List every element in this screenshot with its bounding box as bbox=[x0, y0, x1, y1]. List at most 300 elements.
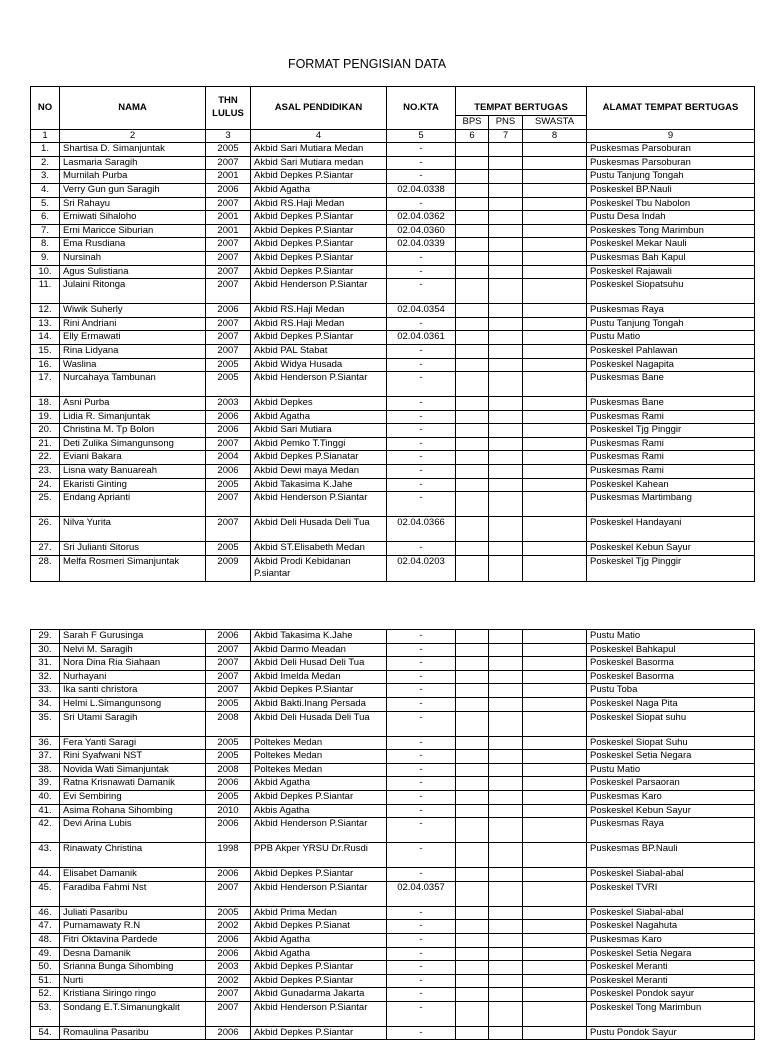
row-number: 50. bbox=[31, 961, 60, 975]
row-bps bbox=[456, 304, 489, 318]
table-row bbox=[31, 437, 755, 451]
row-swasta bbox=[523, 961, 587, 975]
header-nama: NAMA bbox=[60, 87, 206, 130]
row-bps bbox=[456, 424, 489, 438]
row-swasta bbox=[523, 279, 587, 304]
row-nama: Agus Sulistiana bbox=[60, 265, 206, 279]
table-row bbox=[31, 643, 755, 657]
row-alamat: Puskesmas Bane bbox=[587, 397, 755, 411]
table-row bbox=[31, 947, 755, 961]
row-no-kta: 02.04.0339 bbox=[387, 238, 456, 252]
row-alamat: Poskeskel Pahlawan bbox=[587, 344, 755, 358]
row-swasta bbox=[523, 437, 587, 451]
table-row bbox=[31, 750, 755, 764]
table-row bbox=[31, 804, 755, 818]
row-thn-lulus: 2005 bbox=[206, 697, 251, 711]
table-row bbox=[31, 424, 755, 438]
row-swasta bbox=[523, 988, 587, 1002]
row-nama: Srianna Bunga Sihombing bbox=[60, 961, 206, 975]
row-no-kta: - bbox=[387, 265, 456, 279]
row-swasta bbox=[523, 697, 587, 711]
row-thn-lulus: 2007 bbox=[206, 317, 251, 331]
row-bps bbox=[456, 372, 489, 397]
table-row bbox=[31, 331, 755, 345]
row-alamat: Poskeskel TVRI bbox=[587, 881, 755, 906]
row-thn-lulus: 2007 bbox=[206, 331, 251, 345]
row-pns bbox=[489, 251, 523, 265]
row-pns bbox=[489, 988, 523, 1002]
row-nama: Asima Rohana Sihombing bbox=[60, 804, 206, 818]
row-pns bbox=[489, 170, 523, 184]
row-no-kta: - bbox=[387, 750, 456, 764]
row-swasta bbox=[523, 372, 587, 397]
row-pns bbox=[489, 804, 523, 818]
header-swasta: SWASTA bbox=[523, 116, 587, 130]
row-swasta bbox=[523, 868, 587, 882]
row-swasta bbox=[523, 465, 587, 479]
row-number: 6. bbox=[31, 211, 60, 225]
row-number: 48. bbox=[31, 933, 60, 947]
column-number: 3 bbox=[206, 129, 251, 143]
row-alamat: Poskeskel Siabal-abal bbox=[587, 868, 755, 882]
row-nama: Rinawaty Christina bbox=[60, 843, 206, 868]
row-swasta bbox=[523, 183, 587, 197]
row-number: 51. bbox=[31, 974, 60, 988]
row-number: 45. bbox=[31, 881, 60, 906]
row-number: 36. bbox=[31, 736, 60, 750]
row-no-kta: - bbox=[387, 197, 456, 211]
row-thn-lulus: 2005 bbox=[206, 906, 251, 920]
row-no-kta: 02.04.0354 bbox=[387, 304, 456, 318]
row-asal-pendidikan: Akbid Agatha bbox=[251, 410, 387, 424]
row-thn-lulus: 2005 bbox=[206, 372, 251, 397]
row-alamat: Puskesmas Parsoburan bbox=[587, 156, 755, 170]
row-pns bbox=[489, 843, 523, 868]
row-number: 17. bbox=[31, 372, 60, 397]
table-row bbox=[31, 790, 755, 804]
row-nama: Lidia R. Simanjuntak bbox=[60, 410, 206, 424]
row-asal-pendidikan: Poltekes Medan bbox=[251, 763, 387, 777]
row-swasta bbox=[523, 947, 587, 961]
header-asal-pendidikan: ASAL PENDIDIKAN bbox=[251, 87, 387, 130]
row-number: 22. bbox=[31, 451, 60, 465]
row-number: 33. bbox=[31, 684, 60, 698]
row-asal-pendidikan: Poltekes Medan bbox=[251, 736, 387, 750]
row-asal-pendidikan: Akbid Agatha bbox=[251, 183, 387, 197]
row-pns bbox=[489, 143, 523, 157]
row-number: 5. bbox=[31, 197, 60, 211]
row-swasta bbox=[523, 763, 587, 777]
table-row bbox=[31, 224, 755, 238]
row-asal-pendidikan: Akbid Depkes P.Sianatar bbox=[251, 451, 387, 465]
row-no-kta: - bbox=[387, 843, 456, 868]
row-alamat: Poskeskel Pondok sayur bbox=[587, 988, 755, 1002]
row-swasta bbox=[523, 304, 587, 318]
row-asal-pendidikan: Poltekes Medan bbox=[251, 750, 387, 764]
row-swasta bbox=[523, 224, 587, 238]
row-nama: Ratna Krisnawati Damanik bbox=[60, 777, 206, 791]
row-asal-pendidikan: Akbid Depkes P.Siantar bbox=[251, 974, 387, 988]
row-swasta bbox=[523, 451, 587, 465]
row-swasta bbox=[523, 643, 587, 657]
row-pns bbox=[489, 790, 523, 804]
row-asal-pendidikan: Akbid Sari Mutiara medan bbox=[251, 156, 387, 170]
row-no-kta: - bbox=[387, 947, 456, 961]
row-pns bbox=[489, 777, 523, 791]
row-no-kta: 02.04.0366 bbox=[387, 517, 456, 542]
data-table-page-2 bbox=[30, 629, 755, 1040]
table-row bbox=[31, 156, 755, 170]
row-no-kta: - bbox=[387, 358, 456, 372]
row-alamat: Poskeskel Tjg Pinggir bbox=[587, 555, 755, 581]
table-row bbox=[31, 170, 755, 184]
row-alamat: Poskeskel Naga Pita bbox=[587, 697, 755, 711]
row-bps bbox=[456, 465, 489, 479]
row-thn-lulus: 2006 bbox=[206, 424, 251, 438]
row-bps bbox=[456, 197, 489, 211]
row-number: 52. bbox=[31, 988, 60, 1002]
row-swasta bbox=[523, 542, 587, 556]
table-row bbox=[31, 238, 755, 252]
row-no-kta: - bbox=[387, 170, 456, 184]
column-number: 5 bbox=[387, 129, 456, 143]
table-row bbox=[31, 1001, 755, 1026]
row-nama: Nurti bbox=[60, 974, 206, 988]
row-asal-pendidikan: Akbid Depkes P.Siantar bbox=[251, 265, 387, 279]
row-no-kta: - bbox=[387, 933, 456, 947]
row-asal-pendidikan: Akbid Gunadarma Jakarta bbox=[251, 988, 387, 1002]
row-no-kta: - bbox=[387, 1001, 456, 1026]
row-nama: Rina Lidyana bbox=[60, 344, 206, 358]
row-asal-pendidikan: Akbid Dewi maya Medan bbox=[251, 465, 387, 479]
row-no-kta: - bbox=[387, 251, 456, 265]
row-bps bbox=[456, 804, 489, 818]
row-pns bbox=[489, 670, 523, 684]
row-nama: Sri Rahayu bbox=[60, 197, 206, 211]
row-nama: Julaini Ritonga bbox=[60, 279, 206, 304]
table-row bbox=[31, 492, 755, 517]
row-no-kta: - bbox=[387, 410, 456, 424]
row-alamat: Pustu Tanjung Tongah bbox=[587, 317, 755, 331]
row-bps bbox=[456, 170, 489, 184]
row-number: 10. bbox=[31, 265, 60, 279]
row-bps bbox=[456, 397, 489, 411]
row-bps bbox=[456, 881, 489, 906]
row-bps bbox=[456, 331, 489, 345]
row-no-kta: - bbox=[387, 1026, 456, 1040]
table-row bbox=[31, 777, 755, 791]
row-no-kta: 02.04.0361 bbox=[387, 331, 456, 345]
row-no-kta: - bbox=[387, 920, 456, 934]
row-number: 46. bbox=[31, 906, 60, 920]
row-bps bbox=[456, 947, 489, 961]
row-asal-pendidikan: Akbid RS.Haji Medan bbox=[251, 317, 387, 331]
row-alamat: Poskeskel Kahean bbox=[587, 478, 755, 492]
row-nama: Romaulina Pasaribu bbox=[60, 1026, 206, 1040]
table-row bbox=[31, 763, 755, 777]
row-asal-pendidikan: Akbid Darmo Meadan bbox=[251, 643, 387, 657]
row-bps bbox=[456, 517, 489, 542]
row-asal-pendidikan: Akbid Depkes P.Sianat bbox=[251, 920, 387, 934]
column-number: 2 bbox=[60, 129, 206, 143]
row-nama: Devi Arina Lubis bbox=[60, 818, 206, 843]
row-number: 3. bbox=[31, 170, 60, 184]
table-row bbox=[31, 542, 755, 556]
row-nama: Purnamawaty R.N bbox=[60, 920, 206, 934]
row-bps bbox=[456, 437, 489, 451]
row-thn-lulus: 2008 bbox=[206, 711, 251, 736]
row-thn-lulus: 2005 bbox=[206, 750, 251, 764]
row-swasta bbox=[523, 478, 587, 492]
row-number: 1. bbox=[31, 143, 60, 157]
row-number: 14. bbox=[31, 331, 60, 345]
row-number: 8. bbox=[31, 238, 60, 252]
row-no-kta: - bbox=[387, 451, 456, 465]
row-number: 21. bbox=[31, 437, 60, 451]
row-swasta bbox=[523, 156, 587, 170]
column-number: 7 bbox=[489, 129, 523, 143]
row-bps bbox=[456, 790, 489, 804]
row-thn-lulus: 2007 bbox=[206, 492, 251, 517]
row-asal-pendidikan: Akbid Widya Husada bbox=[251, 358, 387, 372]
row-nama: Shartisa D. Simanjuntak bbox=[60, 143, 206, 157]
row-alamat: Poskeskel Kebun Sayur bbox=[587, 542, 755, 556]
row-thn-lulus: 2005 bbox=[206, 790, 251, 804]
table-row bbox=[31, 517, 755, 542]
row-no-kta: - bbox=[387, 344, 456, 358]
header-bps: BPS bbox=[456, 116, 489, 130]
row-pns bbox=[489, 238, 523, 252]
row-number: 42. bbox=[31, 818, 60, 843]
row-thn-lulus: 2006 bbox=[206, 818, 251, 843]
row-alamat: Poskeskel Setia Negara bbox=[587, 947, 755, 961]
row-no-kta: - bbox=[387, 317, 456, 331]
row-nama: Asni Purba bbox=[60, 397, 206, 411]
row-no-kta: 02.04.0203 bbox=[387, 555, 456, 581]
row-no-kta: - bbox=[387, 465, 456, 479]
row-asal-pendidikan: Akbid Depkes P.Siantar bbox=[251, 1026, 387, 1040]
table-row bbox=[31, 697, 755, 711]
table-row bbox=[31, 197, 755, 211]
row-asal-pendidikan: Akbid Deli Husad Deli Tua bbox=[251, 657, 387, 671]
row-swasta bbox=[523, 265, 587, 279]
row-asal-pendidikan: Akbid Henderson P.Siantar bbox=[251, 372, 387, 397]
row-thn-lulus: 1998 bbox=[206, 843, 251, 868]
row-thn-lulus: 2003 bbox=[206, 961, 251, 975]
row-no-kta: 02.04.0362 bbox=[387, 211, 456, 225]
row-nama: Kristiana Siringo ringo bbox=[60, 988, 206, 1002]
row-nama: Sri Utami Saragih bbox=[60, 711, 206, 736]
row-alamat: Pustu Matio bbox=[587, 630, 755, 644]
row-no-kta: - bbox=[387, 684, 456, 698]
row-pns bbox=[489, 933, 523, 947]
row-pns bbox=[489, 358, 523, 372]
row-nama: Elisabet Damanik bbox=[60, 868, 206, 882]
row-nama: Waslina bbox=[60, 358, 206, 372]
row-swasta bbox=[523, 974, 587, 988]
row-asal-pendidikan: Akbid Prodi Kebidanan P.siantar bbox=[251, 555, 387, 581]
row-thn-lulus: 2007 bbox=[206, 238, 251, 252]
row-swasta bbox=[523, 777, 587, 791]
row-swasta bbox=[523, 804, 587, 818]
row-asal-pendidikan: Akbid Depkes P.Siantar bbox=[251, 684, 387, 698]
row-number: 43. bbox=[31, 843, 60, 868]
row-asal-pendidikan: Akbid Depkes P.Siantar bbox=[251, 170, 387, 184]
row-no-kta: - bbox=[387, 790, 456, 804]
row-bps bbox=[456, 211, 489, 225]
row-thn-lulus: 2007 bbox=[206, 437, 251, 451]
row-swasta bbox=[523, 670, 587, 684]
row-no-kta: - bbox=[387, 372, 456, 397]
row-nama: Desna Damanik bbox=[60, 947, 206, 961]
row-nama: Fitri Oktavina Pardede bbox=[60, 933, 206, 947]
row-nama: Lasmaria Saragih bbox=[60, 156, 206, 170]
row-number: 37. bbox=[31, 750, 60, 764]
row-pns bbox=[489, 211, 523, 225]
row-asal-pendidikan: Akbid Depkes P.Siantar bbox=[251, 251, 387, 265]
row-nama: Nurhayani bbox=[60, 670, 206, 684]
row-alamat: Poskeskel Mekar Nauli bbox=[587, 238, 755, 252]
row-pns bbox=[489, 451, 523, 465]
row-alamat: Puskesmas Karo bbox=[587, 790, 755, 804]
table-row bbox=[31, 265, 755, 279]
row-thn-lulus: 2006 bbox=[206, 465, 251, 479]
row-alamat: Puskesmas BP.Nauli bbox=[587, 843, 755, 868]
row-no-kta: - bbox=[387, 542, 456, 556]
row-swasta bbox=[523, 317, 587, 331]
row-alamat: Poskeskel Parsaoran bbox=[587, 777, 755, 791]
row-nama: Juliati Pasaribu bbox=[60, 906, 206, 920]
row-bps bbox=[456, 818, 489, 843]
row-alamat: Poskeskel Tbu Nabolon bbox=[587, 197, 755, 211]
row-thn-lulus: 2007 bbox=[206, 156, 251, 170]
row-asal-pendidikan: Akbid Depkes P.Siantar bbox=[251, 961, 387, 975]
row-swasta bbox=[523, 906, 587, 920]
row-swasta bbox=[523, 397, 587, 411]
row-no-kta: - bbox=[387, 643, 456, 657]
row-pns bbox=[489, 197, 523, 211]
table-row bbox=[31, 478, 755, 492]
row-bps bbox=[456, 777, 489, 791]
row-pns bbox=[489, 224, 523, 238]
row-swasta bbox=[523, 251, 587, 265]
row-pns bbox=[489, 437, 523, 451]
table-row bbox=[31, 988, 755, 1002]
row-no-kta: - bbox=[387, 974, 456, 988]
row-thn-lulus: 2005 bbox=[206, 358, 251, 372]
row-alamat: Poskeskes Tong Marimbun bbox=[587, 224, 755, 238]
row-pns bbox=[489, 465, 523, 479]
row-no-kta: - bbox=[387, 711, 456, 736]
row-thn-lulus: 2007 bbox=[206, 670, 251, 684]
row-asal-pendidikan: Akbid Prima Medan bbox=[251, 906, 387, 920]
row-swasta bbox=[523, 211, 587, 225]
row-nama: Nelvi M. Saragih bbox=[60, 643, 206, 657]
row-no-kta: - bbox=[387, 906, 456, 920]
row-nama: Helmi L.Simangunsong bbox=[60, 697, 206, 711]
table-row bbox=[31, 961, 755, 975]
row-number: 28. bbox=[31, 555, 60, 581]
row-thn-lulus: 2001 bbox=[206, 224, 251, 238]
row-thn-lulus: 2007 bbox=[206, 988, 251, 1002]
row-bps bbox=[456, 183, 489, 197]
row-bps bbox=[456, 843, 489, 868]
row-asal-pendidikan: PPB Akper YRSU Dr.Rusdi bbox=[251, 843, 387, 868]
table-row bbox=[31, 657, 755, 671]
row-thn-lulus: 2001 bbox=[206, 211, 251, 225]
row-number: 18. bbox=[31, 397, 60, 411]
row-number: 41. bbox=[31, 804, 60, 818]
row-bps bbox=[456, 868, 489, 882]
row-bps bbox=[456, 1001, 489, 1026]
row-no-kta: - bbox=[387, 736, 456, 750]
row-alamat: Pustu Desa Indah bbox=[587, 211, 755, 225]
table-row bbox=[31, 684, 755, 698]
row-bps bbox=[456, 961, 489, 975]
row-swasta bbox=[523, 684, 587, 698]
row-alamat: Puskesmas Karo bbox=[587, 933, 755, 947]
row-bps bbox=[456, 657, 489, 671]
row-alamat: Puskesmas Martimbang bbox=[587, 492, 755, 517]
row-pns bbox=[489, 736, 523, 750]
row-nama: Ekaristi Ginting bbox=[60, 478, 206, 492]
header-tempat-bertugas: TEMPAT BERTUGAS bbox=[456, 87, 587, 116]
row-thn-lulus: 2006 bbox=[206, 183, 251, 197]
row-alamat: Puskesmas Rami bbox=[587, 437, 755, 451]
row-thn-lulus: 2007 bbox=[206, 1001, 251, 1026]
row-number: 53. bbox=[31, 1001, 60, 1026]
row-nama: Rini Andriani bbox=[60, 317, 206, 331]
row-pns bbox=[489, 818, 523, 843]
row-alamat: Poskeskel Handayani bbox=[587, 517, 755, 542]
row-number: 34. bbox=[31, 697, 60, 711]
row-swasta bbox=[523, 630, 587, 644]
row-alamat: Pustu Matio bbox=[587, 763, 755, 777]
row-swasta bbox=[523, 555, 587, 581]
row-thn-lulus: 2007 bbox=[206, 517, 251, 542]
row-thn-lulus: 2006 bbox=[206, 947, 251, 961]
table-row bbox=[31, 555, 755, 581]
row-bps bbox=[456, 492, 489, 517]
row-bps bbox=[456, 750, 489, 764]
row-no-kta: 02.04.0357 bbox=[387, 881, 456, 906]
row-no-kta: - bbox=[387, 279, 456, 304]
row-no-kta: - bbox=[387, 988, 456, 1002]
row-swasta bbox=[523, 736, 587, 750]
row-bps bbox=[456, 906, 489, 920]
row-bps bbox=[456, 988, 489, 1002]
row-number: 19. bbox=[31, 410, 60, 424]
row-thn-lulus: 2005 bbox=[206, 478, 251, 492]
row-pns bbox=[489, 1001, 523, 1026]
table-row bbox=[31, 397, 755, 411]
row-pns bbox=[489, 372, 523, 397]
row-asal-pendidikan: Akbid ST.Elisabeth Medan bbox=[251, 542, 387, 556]
row-pns bbox=[489, 410, 523, 424]
row-swasta bbox=[523, 920, 587, 934]
row-nama: Rini Syafwani NST bbox=[60, 750, 206, 764]
table-row bbox=[31, 843, 755, 868]
row-pns bbox=[489, 492, 523, 517]
row-asal-pendidikan: Akbid Deli Husada Deli Tua bbox=[251, 711, 387, 736]
row-no-kta: 02.04.0338 bbox=[387, 183, 456, 197]
row-asal-pendidikan: Akbid Bakti.Inang Persada bbox=[251, 697, 387, 711]
row-pns bbox=[489, 156, 523, 170]
row-number: 54. bbox=[31, 1026, 60, 1040]
row-nama: Nursinah bbox=[60, 251, 206, 265]
header-pns: PNS bbox=[489, 116, 523, 130]
row-bps bbox=[456, 555, 489, 581]
